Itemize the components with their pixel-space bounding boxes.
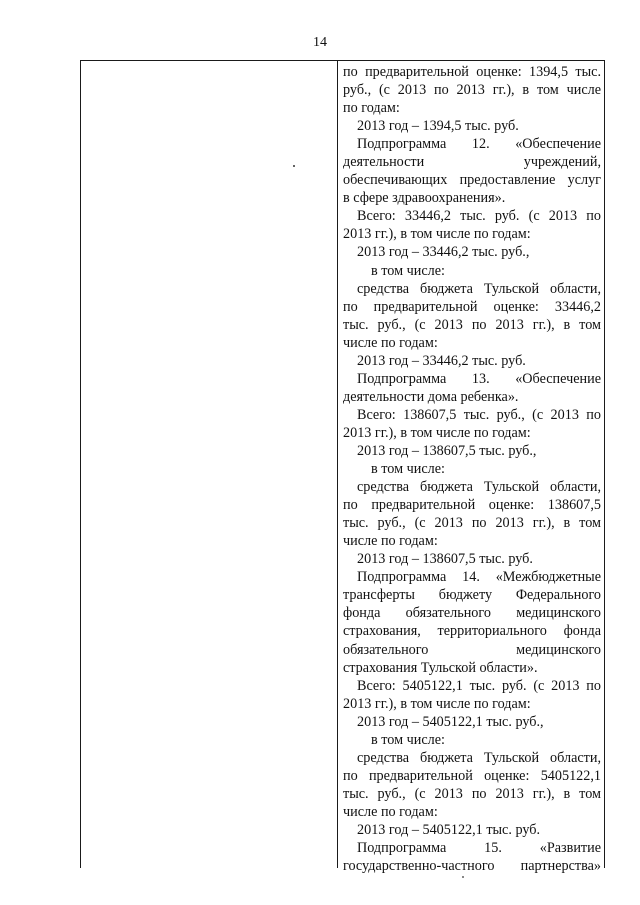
text-line: деятельности учреждений,: [343, 154, 601, 171]
text-line: в том числе:: [371, 461, 445, 478]
text-line: 2013 год – 138607,5 тыс. руб.: [357, 551, 533, 568]
text-line: в том числе:: [371, 262, 445, 279]
text-line: Подпрограмма 12. «Обеспечение: [357, 136, 601, 153]
column-divider: [337, 61, 338, 868]
text-line: Всего: 33446,2 тыс. руб. (с 2013 по: [357, 208, 601, 225]
text-line: средства бюджета Тульской области,: [357, 280, 601, 297]
text-line: Всего: 138607,5 тыс. руб., (с 2013 по: [357, 406, 601, 423]
text-line: по предварительной оценке: 5405122,1: [343, 767, 601, 784]
text-line: тыс. руб., (с 2013 по 2013 гг.), в том: [343, 316, 601, 333]
text-line: руб., (с 2013 по 2013 гг.), в том числе: [343, 82, 601, 99]
document-table: [80, 60, 605, 875]
left-column-cell: [81, 61, 337, 868]
text-line: по предварительной оценке: 138607,5: [343, 497, 601, 514]
scan-speck-bottom: [462, 876, 464, 878]
right-column-cell: [343, 63, 601, 875]
text-line: средства бюджета Тульской области,: [357, 749, 601, 766]
text-line: 2013 год – 5405122,1 тыс. руб.: [357, 821, 541, 838]
text-line: Подпрограмма 15. «Развитие: [357, 840, 601, 857]
text-line: фонда обязательного медицинского: [343, 605, 601, 622]
text-line: средства бюджета Тульской области,: [357, 479, 601, 496]
text-line: деятельности дома ребенка».: [343, 388, 519, 405]
text-line: государственно-частного партнерства»: [343, 858, 601, 875]
scan-speck: [293, 165, 295, 167]
text-line: страхования, территориального фонда: [343, 623, 601, 640]
page-number: 14: [313, 35, 327, 50]
text-line: страхования Тульской области».: [343, 659, 538, 676]
text-line: числе по годам:: [343, 533, 438, 550]
text-line: 2013 гг.), в том числе по годам:: [343, 226, 531, 243]
text-line: по годам:: [343, 100, 400, 117]
text-line: Всего: 5405122,1 тыс. руб. (с 2013 по: [357, 677, 601, 694]
text-line: 2013 год – 33446,2 тыс. руб.: [357, 352, 526, 369]
text-line: 2013 гг.), в том числе по годам:: [343, 695, 531, 712]
text-line: числе по годам:: [343, 334, 438, 351]
text-line: 2013 год – 138607,5 тыс. руб.,: [357, 442, 537, 459]
text-line: 2013 гг.), в том числе по годам:: [343, 424, 531, 441]
text-line: тыс. руб., (с 2013 по 2013 гг.), в том: [343, 785, 601, 802]
text-line: числе по годам:: [343, 803, 438, 820]
text-line: по предварительной оценке: 1394,5 тыс.: [343, 64, 601, 80]
text-line: 2013 год – 1394,5 тыс. руб.: [357, 118, 519, 135]
text-line: Подпрограмма 13. «Обеспечение: [357, 370, 601, 387]
text-line: в сфере здравоохранения».: [343, 190, 506, 207]
text-line: тыс. руб., (с 2013 по 2013 гг.), в том: [343, 515, 601, 532]
text-line: трансферты бюджету Федерального: [343, 587, 601, 604]
text-line: в том числе:: [371, 731, 445, 748]
text-line: по предварительной оценке: 33446,2: [343, 298, 601, 315]
text-line: обеспечивающих предоставление услуг: [343, 172, 601, 189]
text-line: 2013 год – 5405122,1 тыс. руб.,: [357, 713, 544, 730]
text-line: Подпрограмма 14. «Межбюджетные: [357, 569, 601, 586]
text-line: 2013 год – 33446,2 тыс. руб.,: [357, 244, 530, 261]
text-line: обязательного медицинского: [343, 641, 601, 658]
